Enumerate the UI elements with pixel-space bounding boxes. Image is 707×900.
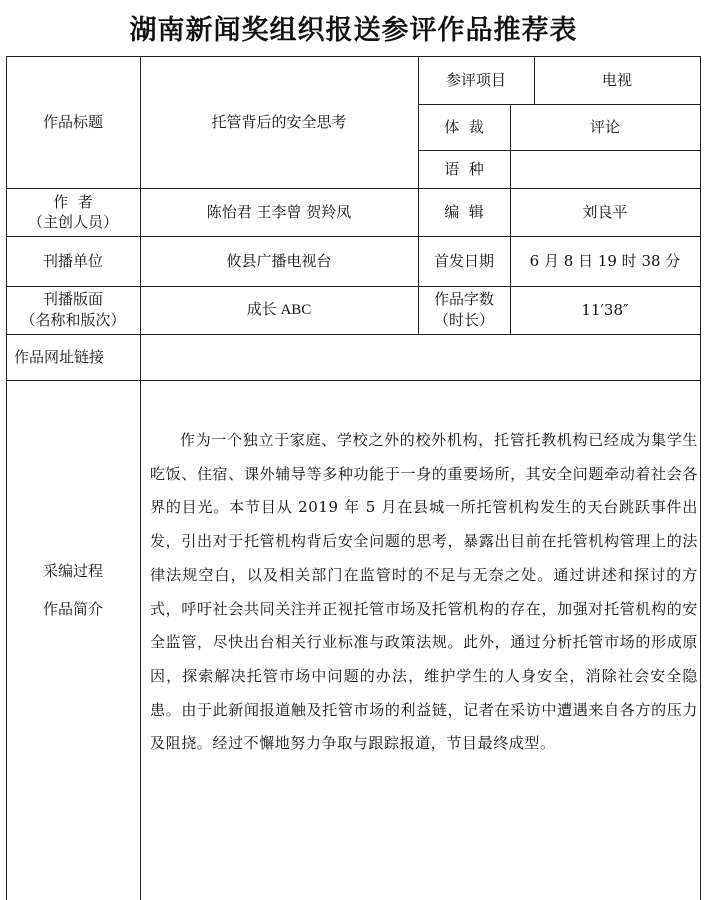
process-label-line2: 作品简介 [42,600,103,618]
author-label-line1: 作 者 [53,193,93,211]
author-value: 陈怡君 王李曾 贺羚凤 [206,203,352,221]
form-title: 湖南新闻奖组织报送参评作品推荐表 [129,15,578,46]
edition-label-line2: （名称和版次） [20,311,126,329]
length-label [418,286,510,334]
genre-value: 评论 [589,118,620,136]
publisher-label: 刊播单位 [42,252,103,270]
process-label [6,380,140,800]
genre-label: 体 裁 [444,118,484,136]
author-label-line2: （主创人员） [27,213,118,231]
author-label [6,188,140,236]
length-label-line2: （时长） [433,311,494,329]
language-value [510,150,700,188]
language-label: 语 种 [444,160,484,178]
edition-label [6,286,140,334]
url-label: 作品网址链接 [14,348,105,366]
editor-label: 编 辑 [444,203,484,221]
process-paragraph: 作为一个独立于家庭、学校之外的校外机构，托管托教机构已经成为集学生吃饭、住宿、课外辅导等多种功能于一身的重要场所，其安全问题牵动着社会各界的目光。本节目从 2019 年 5 月在县城一所托管机构发生的天台跳跃事件出发，引出对于托管机构背后安全问题的思考，暴露出目前在托管机构管理上的法律法规空白，以及相关部门在监管时的不足与无奈之处。通过讲述和探讨的方式，呼吁社会共同关注并正视托管市场及托管机构的存在，加强对托管机构的安全监管，尽快出台相关行业标准与政策法规。此外，通过分析托管市场的形成原因，探索解决托管市场中问题的办法，维护学生的人身安全，消除社会安全隐患。由于此新闻报道触及托管市场的利益链，记者在采访中遭遇来自各方的压力及阻挠。经过不懈地努力争取与跟踪报道，节目最终成型。 [150,431,698,753]
publisher-value: 攸县广播电视台 [226,252,332,270]
edition-value: 成长 ABC [246,302,312,318]
url-value [140,334,700,380]
first-date-label: 首发日期 [433,252,494,270]
length-value: 11′38″ [581,301,629,319]
process-label-line1: 采编过程 [42,562,103,580]
editor-value: 刘良平 [582,203,628,221]
length-label-line1: 作品字数 [433,290,494,308]
category-value: 电视 [601,71,632,89]
category-label: 参评项目 [445,71,506,89]
process-text [150,424,698,761]
work-title-label: 作品标题 [42,113,103,131]
edition-label-line1: 刊播版面 [42,290,103,308]
first-date-value: 6 月 8 日 19 时 38 分 [529,252,681,270]
work-title-value: 托管背后的安全思考 [211,113,347,131]
